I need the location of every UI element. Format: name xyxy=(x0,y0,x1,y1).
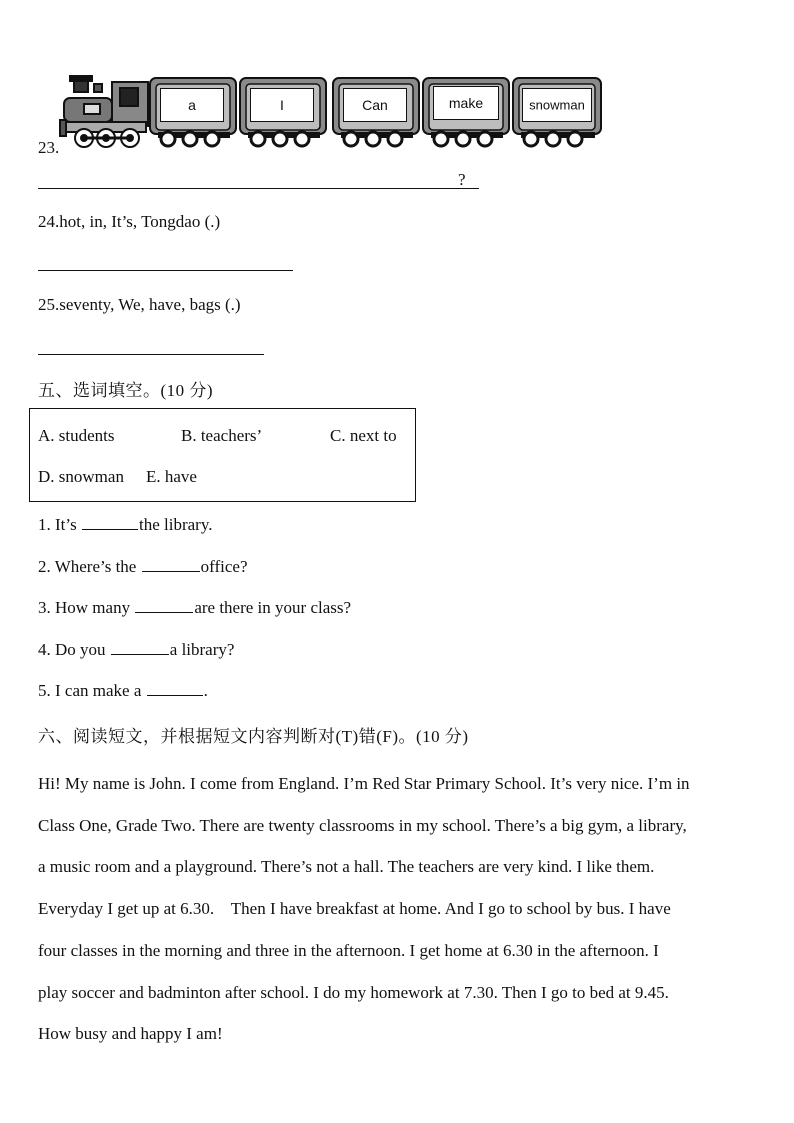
word-option: A. students xyxy=(38,426,115,445)
answer-line-24 xyxy=(38,270,293,271)
locomotive-icon xyxy=(60,76,148,147)
fill-item-after: the library. xyxy=(138,515,213,534)
fill-item-5 xyxy=(38,681,208,701)
question-24-text: 24.hot, in, It’s, Tongdao (.) xyxy=(38,212,221,231)
fill-item-after: office? xyxy=(200,557,248,576)
train-word-card xyxy=(160,88,224,122)
passage-line: How busy and happy I am! xyxy=(38,1024,223,1044)
passage-line: Hi! My name is John. I come from England. I’m Red Star Primary School. It’s very nice. I’m in xyxy=(38,774,690,793)
fill-item-3 xyxy=(38,598,351,618)
fill-item-after: a library? xyxy=(169,640,235,659)
word-option: D. snowman xyxy=(38,467,124,486)
passage-line: a music room and a playground. There’s not a hall. The teachers are very kind. I like them. xyxy=(38,857,655,877)
word-option: B. teachers’ xyxy=(181,426,263,445)
train-word: Can xyxy=(362,97,388,113)
train-word-card xyxy=(522,88,592,122)
fill-item-2 xyxy=(38,557,247,577)
fill-item-4 xyxy=(38,640,234,660)
fill-item-after: are there in your class? xyxy=(194,598,352,617)
answer-blank[interactable] xyxy=(111,640,169,655)
fill-item-before: 5. I can make a xyxy=(38,681,146,700)
train-word: I xyxy=(280,97,284,113)
fill-item-before: 2. Where’s the xyxy=(38,557,141,576)
passage-line: Everyday I get up at 6.30. Then I have breakfast at home. And I go to school by bus. I have xyxy=(38,899,671,919)
word-bank-box xyxy=(29,408,416,502)
train-word: make xyxy=(448,95,484,111)
answer-line-25 xyxy=(38,354,264,355)
fill-item-before: 3. How many xyxy=(38,598,135,617)
passage-line: Class One, Grade Two. There are twenty classrooms in my school. There’s a big gym, a library, xyxy=(38,815,687,835)
train-word: a xyxy=(188,97,196,113)
answer-blank[interactable] xyxy=(135,598,193,613)
answer-blank[interactable] xyxy=(82,515,138,530)
fill-item-after: . xyxy=(203,681,208,700)
answer-blank[interactable] xyxy=(142,557,200,572)
train-word: snowman xyxy=(529,97,585,113)
section-5-heading: 五、选词填空。(10 分) xyxy=(38,381,214,400)
word-option: C. next to xyxy=(330,426,397,445)
answer-line-23 xyxy=(38,188,479,189)
answer-blank[interactable] xyxy=(147,681,203,696)
passage-line: four classes in the morning and three in the afternoon. I get home at 6.30 in the afternoon. I xyxy=(38,940,659,960)
question-23-end-mark: ? xyxy=(458,170,466,189)
train-word-card xyxy=(250,88,314,122)
question-23-number: 23. xyxy=(38,138,60,157)
fill-item-before: 1. It’s xyxy=(38,515,81,534)
question-25-text: 25.seventy, We, have, bags (.) xyxy=(38,295,241,314)
fill-item-1 xyxy=(38,515,212,535)
train-word-card xyxy=(433,86,499,120)
train-word-card xyxy=(343,88,407,122)
reading-passage xyxy=(38,763,768,1055)
section-6-heading: 六、阅读短文，并根据短文内容判断对(T)错(F)。(10 分) xyxy=(38,727,469,746)
passage-line: play soccer and badminton after school. I do my homework at 7.30. Then I go to bed at 9.45. xyxy=(38,982,669,1002)
word-option: E. have xyxy=(146,467,197,486)
fill-item-before: 4. Do you xyxy=(38,640,110,659)
